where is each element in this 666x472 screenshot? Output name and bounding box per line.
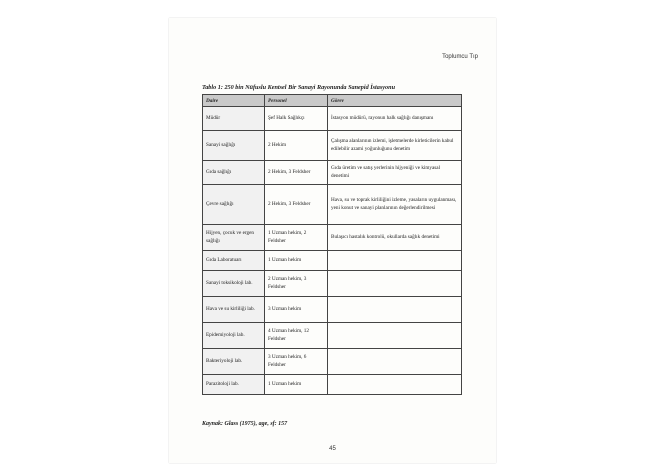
cell-daire: Gıda sağlığı bbox=[203, 161, 265, 185]
cell-personel: 3 Uzman hekim bbox=[265, 297, 328, 323]
table-row bbox=[203, 107, 462, 131]
cell-daire: Çevre sağlığı bbox=[203, 185, 265, 225]
cell-daire: Hijyen, çocuk ve ergen sağlığı bbox=[203, 225, 265, 251]
cell-gorev: Çalışma alanlarının izlemi, işletmelerde kirleticilerin kabul edilebilir azami yoğunluğunu denetim bbox=[328, 131, 462, 161]
cell-personel: 2 Uzman hekim, 3 Feldsher bbox=[265, 271, 328, 297]
table-body bbox=[203, 107, 462, 395]
table-title: Tablo 1: 250 bin Nüfuslu Kentsel Bir Sanayi Rayonunda Sanepid İstasyonu bbox=[202, 84, 396, 91]
cell-daire: Sanayi sağlığı bbox=[203, 131, 265, 161]
column-header-gorev: Görev bbox=[328, 95, 462, 107]
cell-daire: Sanayi toksikoloji lab. bbox=[203, 271, 265, 297]
table-row bbox=[203, 323, 462, 349]
cell-gorev bbox=[328, 251, 462, 271]
cell-personel: 4 Uzman hekim, 12 Feldsher bbox=[265, 323, 328, 349]
cell-personel: 2 Hekim, 3 Feldsher bbox=[265, 185, 328, 225]
table-row bbox=[203, 185, 462, 225]
cell-gorev: Gıda üretim ve satış yerlerinin hijyeniği ve kimyasal denetimi bbox=[328, 161, 462, 185]
cell-gorev bbox=[328, 349, 462, 375]
cell-gorev: Hava, su ve toprak kirliliğini izleme, yasaların uygulanması, yeni konut ve sanayi planlarının değerlendirilmesi bbox=[328, 185, 462, 225]
cell-gorev bbox=[328, 297, 462, 323]
table-header-row bbox=[203, 95, 462, 107]
cell-daire: Müdür bbox=[203, 107, 265, 131]
cell-daire: Parazitoloji lab. bbox=[203, 375, 265, 395]
table-row bbox=[203, 225, 462, 251]
cell-personel: 1 Uzman hekim, 2 Feldsher bbox=[265, 225, 328, 251]
column-header-personel: Personel bbox=[265, 95, 328, 107]
page-number: 45 bbox=[329, 446, 336, 452]
cell-personel: 2 Hekim bbox=[265, 131, 328, 161]
cell-daire: Bakteriyoloji lab. bbox=[203, 349, 265, 375]
cell-personel: 1 Uzman hekim bbox=[265, 375, 328, 395]
running-header: Toplumcu Tıp bbox=[442, 54, 478, 60]
table-row bbox=[203, 349, 462, 375]
cell-gorev bbox=[328, 375, 462, 395]
cell-personel: 1 Uzman hekim bbox=[265, 251, 328, 271]
cell-personel: Şef Halk Sağlıkçı bbox=[265, 107, 328, 131]
cell-personel: 3 Uzman hekim, 6 Feldsher bbox=[265, 349, 328, 375]
cell-daire: Gıda Laboratuarı bbox=[203, 251, 265, 271]
source-note: Kaynak: Glass (1975), age, sf: 157 bbox=[202, 421, 288, 427]
cell-personel: 2 Hekim, 3 Feldsher bbox=[265, 161, 328, 185]
cell-gorev bbox=[328, 271, 462, 297]
table-row bbox=[203, 297, 462, 323]
cell-gorev: İstasyon müdürü, rayonun halk sağlığı danışmanı bbox=[328, 107, 462, 131]
cell-daire: Epidemiyoloji lab. bbox=[203, 323, 265, 349]
table-row bbox=[203, 131, 462, 161]
column-header-daire: Daire bbox=[203, 95, 265, 107]
sanepid-table bbox=[202, 94, 462, 395]
table-row bbox=[203, 375, 462, 395]
cell-gorev bbox=[328, 323, 462, 349]
table-row bbox=[203, 271, 462, 297]
table-row bbox=[203, 251, 462, 271]
table-row bbox=[203, 161, 462, 185]
cell-gorev: Bulaşıcı hastalık kontrolü, okullarda sağlık denetimi bbox=[328, 225, 462, 251]
book-page bbox=[169, 18, 496, 463]
cell-daire: Hava ve su kirliliği lab. bbox=[203, 297, 265, 323]
